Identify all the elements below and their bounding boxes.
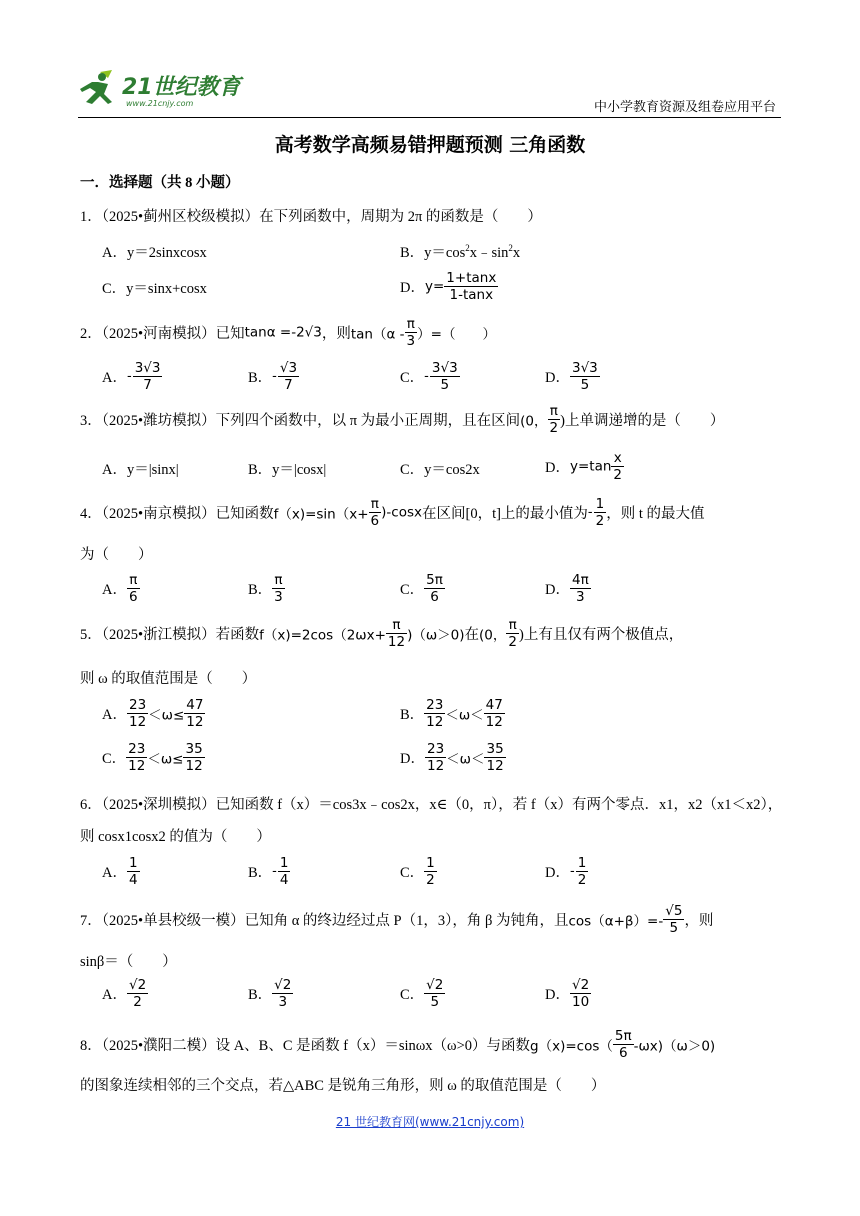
q5-option-d: D． $\frac{23}{12}$ ＜ω＜ $\frac{35}{12}$ (400, 741, 504, 774)
question-6-stem: 6．（2025•深圳模拟）已知函数 f（x）＝cos3x﹣cos2x，x∈（0，π），若 f（x）有两个零点．x1，x2（x1＜x2）， (80, 797, 783, 813)
q4-option-b: B． $\frac{\pi}{3}$ (248, 572, 283, 605)
q6-option-d: D．- $\frac{1}{2}$ (545, 855, 587, 888)
q7-option-d: D． $\frac{√2}{10}$ (545, 977, 590, 1010)
q2-option-d: D． $\frac{3√3}{5}$ (545, 360, 598, 393)
runner-logo-icon (78, 66, 248, 116)
question-5-stem-line2: 则 ω 的取值范围是（ ） (80, 671, 257, 687)
section-heading: 一．选择题（共 8 小题） (80, 175, 240, 191)
q6-option-c: C． $\frac{1}{2}$ (400, 855, 435, 888)
q3-option-d: D．y=tan $\frac{x}{2}$ (545, 450, 623, 483)
q4-option-d: D． $\frac{4\pi}{3}$ (545, 572, 589, 605)
question-4-stem: 4．（2025•南京模拟）已知函数f（x)=sin（x+ $\frac{\pi}{6}$ )-cosx在区间[0，t]上的最小值为- $\frac{1}{2}$ ，则 t 的最大值 (80, 496, 705, 529)
question-5-stem: 5．（2025•浙江模拟）若函数f（x)=2cos（2ωx+ $\frac{\pi}{12}$ )（ω＞0)在(0， $\frac{\pi}{2}$ )上有且仅有两个极值点， (80, 617, 684, 650)
q3-option-b: B．y＝|cosx| (248, 462, 327, 478)
q4-option-c: C． $\frac{5\pi}{6}$ (400, 572, 443, 605)
site-logo (78, 66, 248, 116)
q1-option-b: B．$y=\cos^2x﹣\sin^2x$ (400, 243, 521, 261)
question-3-stem: 3．（2025•潍坊模拟）下列四个函数中，以 π 为最小正周期，且在区间(0， $\frac{\pi}{2}$ )上单调递增的是（ ） (80, 403, 725, 436)
page-title: 高考数学高频易错押题预测 三角函数 (274, 134, 586, 156)
q6-option-a: A． $\frac{1}{4}$ (102, 855, 138, 888)
question-4-stem-line2: 为（ ） (80, 547, 153, 563)
header-divider (78, 117, 781, 118)
question-8-stem: 8．（2025•濮阳二模）设 A、B、C 是函数 f（x）＝sinωx（ω>0）与函数g（x)=cos（ $\frac{5\pi}{6}$ -ωx)（ω＞0) (80, 1028, 716, 1061)
q2-option-a: A．- $\frac{3√3}{7}$ (102, 360, 161, 393)
svg-text:www.21cnjy.com: www.21cnjy.com (126, 99, 194, 108)
question-2-stem: 2．（2025•河南模拟）已知tanα =-2√3，则tan（α - $\frac{\pi}{3}$ ）=（ ） (80, 316, 496, 349)
question-8-stem-line2: 的图象连续相邻的三个交点，若△ABC 是锐角三角形，则 ω 的取值范围是（ ） (80, 1078, 606, 1094)
q2-option-c: C．- $\frac{3√3}{5}$ (400, 360, 458, 393)
q7-option-c: C． $\frac{√2}{5}$ (400, 977, 444, 1010)
question-7-stem: 7．（2025•单县校级一模）已知角 α 的终边经过点 P（1，3），角 β 为钝角，且cos（α+β）=- $\frac{√5}{5}$ ，则 (80, 903, 714, 936)
q5-option-b: B． $\frac{23}{12}$ ＜ω＜ $\frac{47}{12}$ (400, 697, 503, 730)
svg-text:21世纪教育: 21世纪教育 (122, 75, 241, 100)
q6-option-b: B．- $\frac{1}{4}$ (248, 855, 289, 888)
q1-option-d: D．y= $\frac{1+\tan x}{1-\tan x}$ (400, 270, 497, 303)
question-6-stem-line2: 则 cosx1cosx2 的值为（ ） (80, 829, 271, 845)
q1-option-a: A．y＝2sinxcosx (102, 245, 207, 261)
site-tagline: 中小学教育资源及组卷应用平台 (593, 100, 776, 115)
question-1-stem: 1．（2025•蓟州区校级模拟）在下列函数中，周期为 2π 的函数是（ ） (80, 209, 542, 225)
footer-link[interactable]: 21 世纪教育网(www.21cnjy.com) (335, 1115, 525, 1129)
q3-option-a: A．y＝|sinx| (102, 462, 179, 478)
q5-option-c: C． $\frac{23}{12}$ ＜ω≤ $\frac{35}{12}$ (102, 741, 203, 774)
q4-option-a: A． $\frac{\pi}{6}$ (102, 572, 138, 605)
q2-option-b: B．- $\frac{√3}{7}$ (248, 360, 298, 393)
question-7-stem-line2: sinβ＝（ ） (80, 954, 177, 970)
q1-option-c: C．y＝sinx+cosx (102, 281, 207, 297)
q3-option-c: C．y＝cos2x (400, 462, 480, 478)
q7-option-a: A． $\frac{√2}{2}$ (102, 977, 147, 1010)
q7-option-b: B． $\frac{√2}{3}$ (248, 977, 292, 1010)
q5-option-a: A． $\frac{23}{12}$ ＜ω≤ $\frac{47}{12}$ (102, 697, 204, 730)
